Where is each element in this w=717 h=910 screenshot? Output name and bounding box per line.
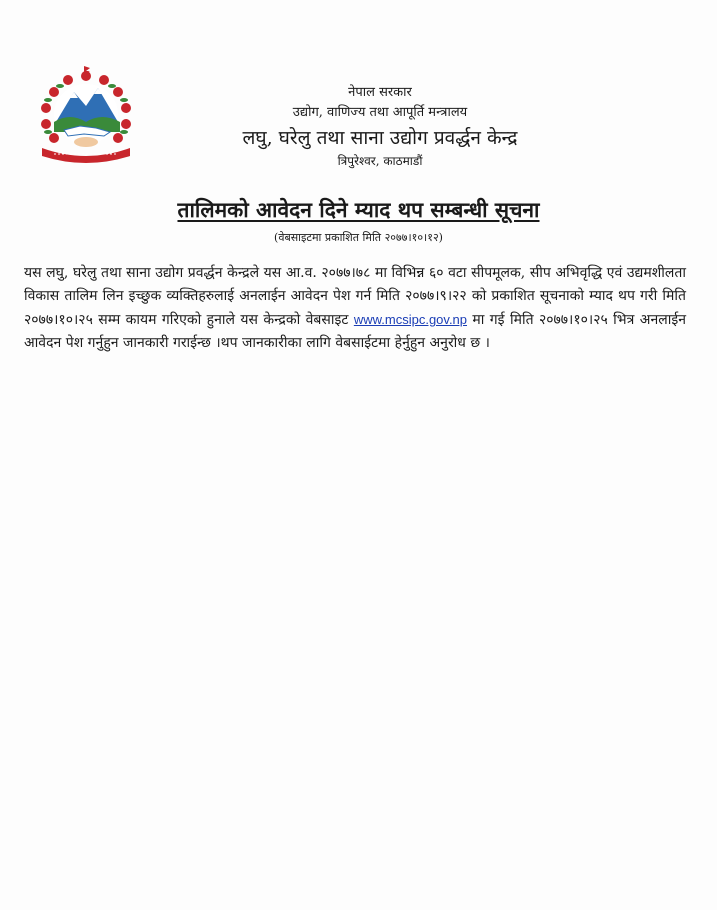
notice-body [24, 262, 686, 355]
notice-body-part2: मा गई मिति २०७७।१०।२५ भित्र अनलाईन आवेदन पेश गर्नुहुन जानकारी गराईन्छ ।थप जानकारीका लागि वेबसाईटमा हेर्नुहुन अनुरोध छ । [24, 312, 686, 351]
notice-body-part1: यस लघु, घरेलु तथा साना उद्योग प्रवर्द्धन केन्द्रले यस आ.व. २०७७।७८ मा विभिन्न ६० वटा सीपमूलक, सीप अभिवृद्धि एवं उद्यमशीलता विकास तालिम लिन इच्छुक व्यक्तिहरुलाई अनलाईन आवेदन पेश गर्न मिति २०७७।९।२२ को प्रकाशित सूचनाको म्याद थप गरी मिति २०७७।१०।२५ सम्म कायम गरिएको हुनाले यस केन्द्रको वेबसाइट [24, 265, 686, 328]
nepal-emblem-icon [34, 66, 138, 166]
office-location: त्रिपुरेश्वर, काठमाडौं [337, 154, 423, 168]
center-name: लघु, घरेलु तथा साना उद्योग प्रवर्द्धन केन्द्र [242, 127, 518, 149]
website-link[interactable]: www.mcsipc.gov.np [353, 312, 468, 327]
ministry-name: उद्योग, वाणिज्य तथा आपूर्ति मन्त्रालय [292, 105, 468, 120]
publish-date: (वेबसाइटमा प्रकाशित मिति २०७७।१०।१२) [274, 231, 443, 244]
letterhead [150, 84, 610, 170]
government-name: नेपाल सरकार [348, 85, 412, 100]
notice-title: तालिमको आवेदन दिने म्याद थप सम्बन्धी सूचना [177, 197, 540, 222]
